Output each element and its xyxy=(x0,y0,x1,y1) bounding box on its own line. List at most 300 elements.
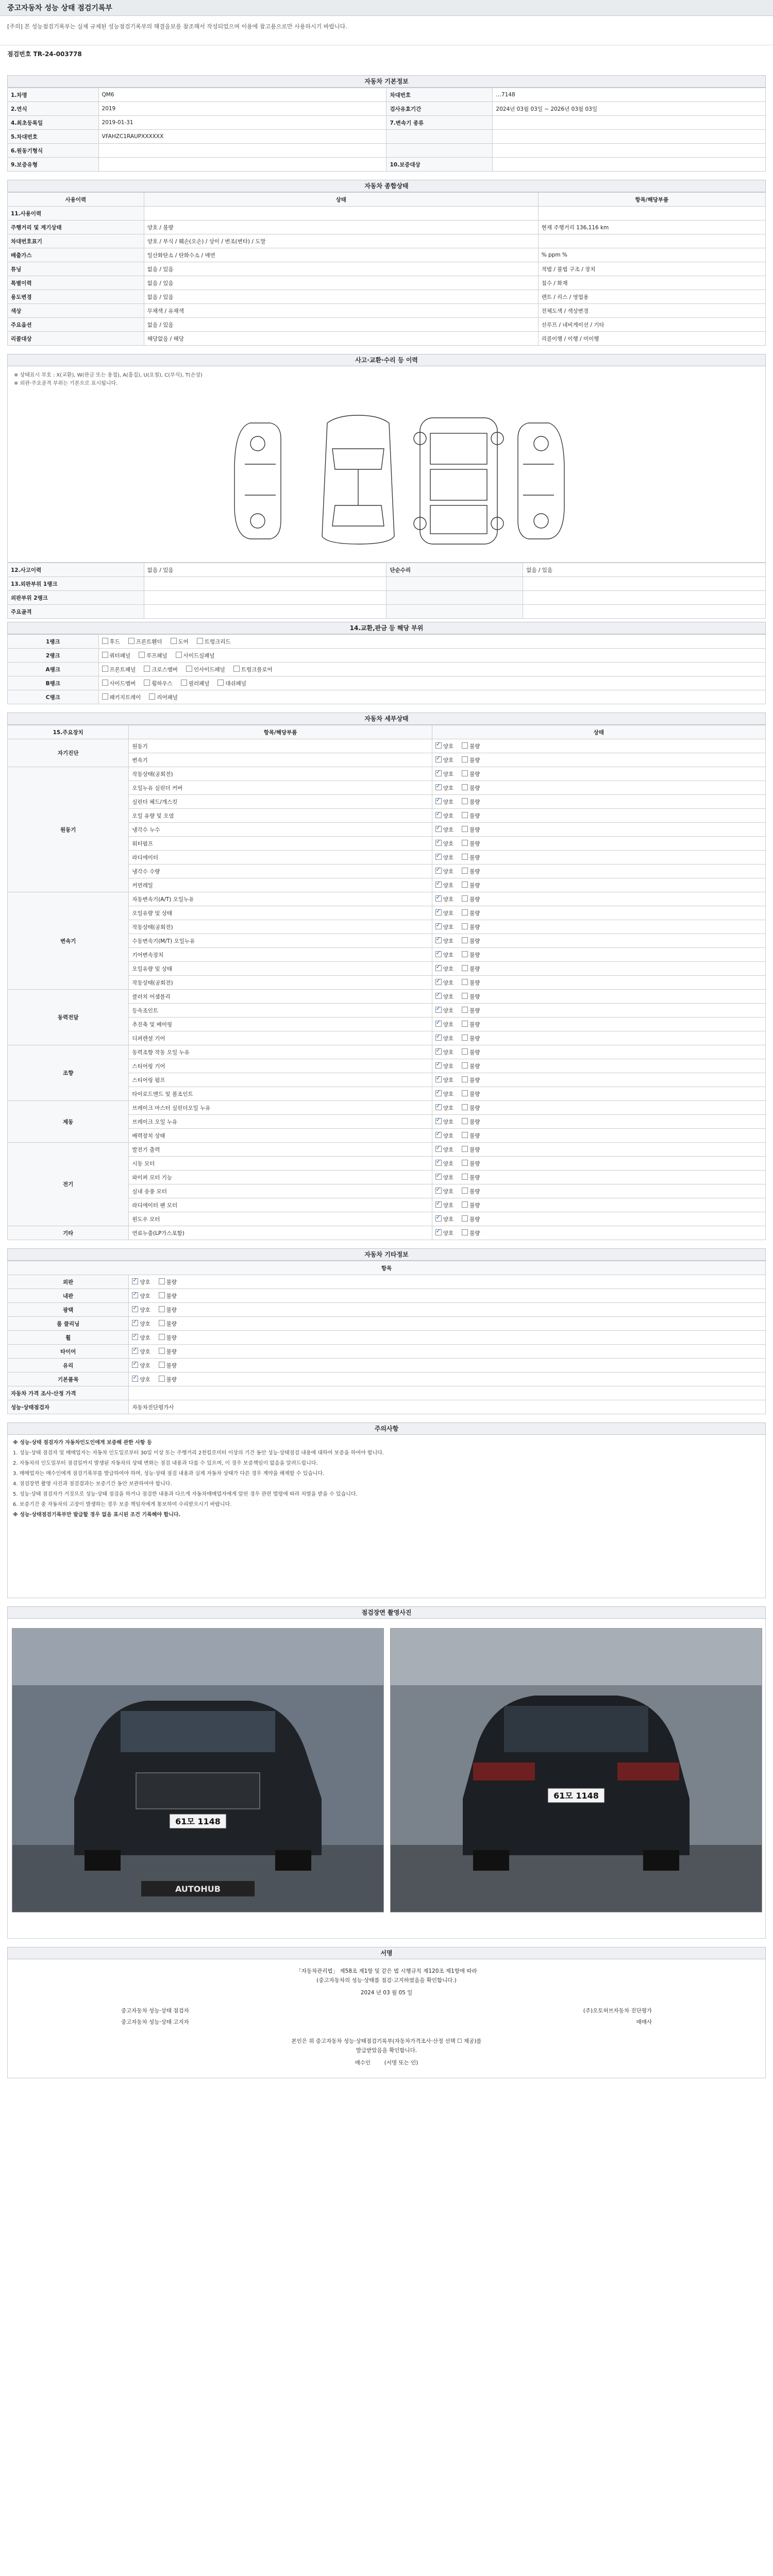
checkbox-icon[interactable] xyxy=(462,1007,468,1013)
checkbox-icon[interactable] xyxy=(435,854,442,860)
detail-item: 원동기 xyxy=(129,739,432,753)
basic-value-2: …7148 xyxy=(493,88,766,102)
checkbox-icon[interactable] xyxy=(435,1188,442,1194)
detail-option-label: 양호 xyxy=(443,1132,454,1139)
checkbox-icon[interactable] xyxy=(159,1362,165,1368)
detail-row xyxy=(8,990,766,1004)
checkbox-icon[interactable] xyxy=(435,868,442,874)
detail-state xyxy=(432,851,765,865)
detail-option-label: 불량 xyxy=(469,1007,480,1014)
detail-item: 연료누출(LP가스포함) xyxy=(129,1226,432,1240)
parts-rank-2: 2랭크 xyxy=(8,649,99,663)
extra-option-label: 불량 xyxy=(166,1362,177,1369)
overall-item: 리콜대상 xyxy=(8,332,144,346)
checkbox-icon[interactable] xyxy=(435,1118,442,1124)
checkbox-icon[interactable] xyxy=(435,951,442,957)
extra-option-label: 불량 xyxy=(166,1279,177,1285)
checkbox-icon[interactable] xyxy=(159,1320,165,1326)
detail-option xyxy=(435,1048,453,1056)
detail-option xyxy=(462,882,480,889)
extra-row xyxy=(8,1289,766,1303)
detail-state xyxy=(432,1087,765,1101)
overall-detail: 침수 / 화재 xyxy=(538,276,765,290)
checkbox-icon[interactable] xyxy=(159,1306,165,1312)
checkbox-icon[interactable] xyxy=(435,826,442,832)
checkbox-icon[interactable] xyxy=(462,1160,468,1166)
checkbox-icon[interactable] xyxy=(462,742,468,749)
extra-item: 유리 xyxy=(8,1359,129,1372)
front-plate-text: 61모 1148 xyxy=(175,1817,221,1826)
detail-option-label: 불량 xyxy=(469,952,480,958)
checkbox-icon[interactable] xyxy=(435,1132,442,1138)
accident-item: 주요골격 xyxy=(8,605,144,619)
detail-state xyxy=(432,795,765,809)
checkbox-icon[interactable] xyxy=(435,882,442,888)
checkbox-icon[interactable] xyxy=(462,868,468,874)
detail-item: 시동 모터 xyxy=(129,1157,432,1171)
overall-item: 튜닝 xyxy=(8,262,144,276)
extra-item: 광택 xyxy=(8,1303,129,1317)
basic-label-1: 6.원동기형식 xyxy=(8,144,99,158)
inspector-value: 자동차진단평가사 xyxy=(129,1400,766,1414)
detail-item: 추진축 및 베어링 xyxy=(129,1018,432,1031)
detail-option-label: 양호 xyxy=(443,1077,454,1083)
detail-option-label: 양호 xyxy=(443,1216,454,1223)
parts-rank-1: 1랭크 xyxy=(8,635,99,649)
accident-table xyxy=(7,563,766,619)
basic-row xyxy=(8,144,766,158)
car-right-side-drawing xyxy=(518,423,564,539)
detail-option xyxy=(462,1229,480,1237)
checkbox-icon[interactable] xyxy=(462,993,468,999)
checkbox-icon[interactable] xyxy=(462,1118,468,1124)
checkbox-icon[interactable] xyxy=(132,1306,138,1312)
rear-plate-text: 61모 1148 xyxy=(553,1791,599,1801)
accident-row xyxy=(8,591,766,605)
detail-option xyxy=(462,979,480,987)
detail-head-item: 항목/해당부품 xyxy=(129,725,432,739)
overall-item: 용도변경 xyxy=(8,290,144,304)
detail-state xyxy=(432,906,765,920)
checkbox-icon[interactable] xyxy=(462,1174,468,1180)
detail-option-label: 양호 xyxy=(443,1160,454,1167)
detail-option-label: 양호 xyxy=(443,924,454,930)
accident-row xyxy=(8,563,766,577)
checkbox-icon[interactable] xyxy=(462,1132,468,1138)
notes-tail: ※ 성능·상태점검기록부만 발급할 경우 없음 표시된 조건 기록해야 합니다. xyxy=(13,1512,181,1518)
checkbox-icon[interactable] xyxy=(435,1229,442,1235)
checkbox-icon[interactable] xyxy=(435,923,442,929)
checkbox-icon[interactable] xyxy=(435,1090,442,1096)
checkbox-icon[interactable] xyxy=(435,1201,442,1208)
detail-group-name: 변속기 xyxy=(8,892,129,990)
checkbox-icon[interactable] xyxy=(435,1007,442,1013)
section-notes-title: 주의사항 xyxy=(7,1422,766,1435)
section-accident-title: 사고·교환·수리 등 이력 xyxy=(7,354,766,366)
checkbox-icon[interactable] xyxy=(132,1278,138,1284)
checkbox-icon[interactable] xyxy=(435,798,442,804)
detail-option xyxy=(435,979,453,987)
detail-state xyxy=(432,1045,765,1059)
detail-option xyxy=(435,1062,453,1070)
front-brand-sign: AUTOHUB xyxy=(175,1884,221,1894)
checkbox-icon[interactable] xyxy=(462,951,468,957)
checkbox-icon[interactable] xyxy=(159,1278,165,1284)
checkbox-icon[interactable] xyxy=(462,965,468,971)
basic-value-1 xyxy=(98,158,386,172)
detail-state xyxy=(432,1059,765,1073)
checkbox-icon[interactable] xyxy=(462,1104,468,1110)
detail-state xyxy=(432,1157,765,1171)
checkbox-icon[interactable] xyxy=(159,1348,165,1354)
overall-row xyxy=(8,262,766,276)
extra-item: 휠 xyxy=(8,1331,129,1345)
car-left-side-drawing xyxy=(234,423,281,539)
detail-option xyxy=(462,951,480,959)
basic-label-2: 7.변속기 종류 xyxy=(386,116,493,130)
detail-option-label: 불량 xyxy=(469,965,480,972)
overall-detail: 선루프 / 네비게이션 / 기타 xyxy=(538,318,765,332)
checkbox-icon[interactable] xyxy=(435,840,442,846)
extra-state xyxy=(129,1331,766,1345)
detail-option xyxy=(435,882,453,889)
checkbox-icon[interactable] xyxy=(435,742,442,749)
sign-row1-label: 중고자동차 성능·상태 점검자 xyxy=(121,2008,189,2014)
detail-option xyxy=(462,1201,480,1209)
detail-option xyxy=(435,1104,453,1112)
checkbox-icon[interactable] xyxy=(462,923,468,929)
overall-head-state: 상태 xyxy=(144,193,538,207)
checkbox-icon[interactable] xyxy=(435,770,442,776)
detail-option xyxy=(435,1201,453,1209)
detail-option xyxy=(462,1188,480,1195)
detail-option-label: 불량 xyxy=(469,1091,480,1097)
sign-row1-name: (주)오토허브자동차 진단평가 xyxy=(583,2008,652,2014)
accident-item-2 xyxy=(386,591,523,605)
extra-state xyxy=(129,1359,766,1372)
extra-option xyxy=(159,1306,177,1314)
document-title: 중고자동차 성능 상태 점검기록부 xyxy=(0,0,773,16)
detail-option-label: 양호 xyxy=(443,1188,454,1195)
basic-row xyxy=(8,116,766,130)
detail-state xyxy=(432,865,765,878)
notes-lead: ※ 성능·상태 점검자가 자동차인도인에게 보증해 관한 사항 등 xyxy=(13,1440,152,1446)
detail-option-label: 불량 xyxy=(469,1035,480,1042)
overall-state: 없음 / 있음 xyxy=(144,318,538,332)
section-detail-title: 자동차 세부상태 xyxy=(7,713,766,725)
detail-option xyxy=(462,1035,480,1042)
buyer-sign: (서명 또는 인) xyxy=(384,2060,418,2066)
basic-value-2 xyxy=(493,158,766,172)
report-body xyxy=(0,75,773,2078)
detail-option-label: 불량 xyxy=(469,938,480,944)
basic-value-2: 2024년 03월 03일 ~ 2026년 03월 03일 xyxy=(493,102,766,116)
overall-table xyxy=(7,192,766,346)
detail-option-label: 양호 xyxy=(443,1091,454,1097)
extra-option xyxy=(132,1306,150,1314)
detail-option xyxy=(435,923,453,931)
checkbox-icon[interactable] xyxy=(462,756,468,762)
checkbox-icon[interactable] xyxy=(435,756,442,762)
sign-receipt: 본인은 위 중고자동차 성능·상태점검기록부(자동차가격조사·산정 선택 ☐ 제공)를 xyxy=(291,2038,482,2044)
checkbox-icon[interactable] xyxy=(462,1035,468,1041)
checkbox-icon[interactable] xyxy=(435,1076,442,1082)
extra-option xyxy=(159,1348,177,1355)
checkbox-icon[interactable] xyxy=(462,1188,468,1194)
accident-parts-table: 1랭크 후드 프론트휀더 도어 트렁크리드 2랭크 쿼터패널 루프패널 사이드실패널 A랭크 프론트패널 크로스멤버 인사이드패널 트렁크플로어 B랭크 사이드멤버 휠하우스 필러패널 대쉬패널 C랭크 패키지트레이 리어패널 xyxy=(7,634,766,704)
detail-row xyxy=(8,1045,766,1059)
checkbox-icon[interactable] xyxy=(435,895,442,902)
checkbox-icon[interactable] xyxy=(435,1048,442,1055)
detail-option xyxy=(435,742,453,750)
rear-photo xyxy=(390,1628,762,1912)
detail-item: 브레이크 마스터 실린더오일 누유 xyxy=(129,1101,432,1115)
checkbox-icon[interactable] xyxy=(462,826,468,832)
detail-option xyxy=(435,1132,453,1140)
checkbox-icon[interactable] xyxy=(462,798,468,804)
overall-state: 없음 / 있음 xyxy=(144,262,538,276)
checkbox-icon[interactable] xyxy=(462,979,468,985)
parts-c-rank: C랭크 xyxy=(8,690,99,704)
accident-item: 12.사고이력 xyxy=(8,563,144,577)
detail-state xyxy=(432,739,765,753)
basic-label-1: 4.최초등록일 xyxy=(8,116,99,130)
checkbox-icon[interactable] xyxy=(462,1076,468,1082)
detail-option-label: 양호 xyxy=(443,938,454,944)
extra-option-label: 양호 xyxy=(140,1348,150,1355)
checkbox-icon[interactable] xyxy=(132,1376,138,1382)
detail-option xyxy=(462,854,480,861)
detail-option-label: 양호 xyxy=(443,1063,454,1070)
detail-option xyxy=(462,965,480,973)
checkbox-icon[interactable] xyxy=(132,1292,138,1298)
extra-state xyxy=(129,1345,766,1359)
detail-state xyxy=(432,1018,765,1031)
detail-item: 커먼레일 xyxy=(129,878,432,892)
detail-item: 등속조인트 xyxy=(129,1004,432,1018)
detail-option xyxy=(435,909,453,917)
checkbox-icon[interactable] xyxy=(462,1021,468,1027)
detail-row xyxy=(8,767,766,781)
checkbox-icon[interactable] xyxy=(435,1062,442,1069)
basic-value-1: 2019 xyxy=(98,102,386,116)
detail-state xyxy=(432,948,765,962)
checkbox-icon[interactable] xyxy=(462,854,468,860)
detail-item: 자동변속기(A/T) 오일누유 xyxy=(129,892,432,906)
checkbox-icon[interactable] xyxy=(462,1201,468,1208)
overall-state: 무채색 / 유채색 xyxy=(144,304,538,318)
overall-row xyxy=(8,304,766,318)
detail-state xyxy=(432,1226,765,1240)
overall-item: 11.사용이력 xyxy=(8,207,144,221)
checkbox-icon[interactable] xyxy=(435,1035,442,1041)
notes-line: 6. 보증기간 중 자동차의 고장이 발생하는 경우 보증 책임자에게 통보하여 수리받으시기 바랍니다. xyxy=(13,1502,232,1507)
checkbox-icon[interactable] xyxy=(435,1174,442,1180)
checkbox-icon[interactable] xyxy=(435,1146,442,1152)
detail-option-label: 양호 xyxy=(443,1174,454,1181)
detail-option-label: 불량 xyxy=(469,1021,480,1028)
detail-state xyxy=(432,934,765,948)
sign-box xyxy=(7,1959,766,2078)
front-photo xyxy=(12,1628,384,1912)
detail-group-name: 동력전달 xyxy=(8,990,129,1045)
accident-value-2 xyxy=(523,577,766,591)
accident-value: 없음 / 있음 xyxy=(144,563,386,577)
checkbox-icon[interactable] xyxy=(462,784,468,790)
checkbox-icon[interactable] xyxy=(462,1146,468,1152)
checkbox-icon[interactable] xyxy=(462,937,468,943)
detail-row xyxy=(8,1143,766,1157)
detail-option xyxy=(462,1076,480,1084)
detail-group-name: 조향 xyxy=(8,1045,129,1101)
detail-option-label: 불량 xyxy=(469,1063,480,1070)
overall-detail: 현재 주행거리 136,116 km xyxy=(538,221,765,234)
detail-option xyxy=(435,1229,453,1237)
checkbox-icon[interactable] xyxy=(462,1048,468,1055)
detail-option-label: 양호 xyxy=(443,799,454,805)
basic-value-2 xyxy=(493,116,766,130)
detail-option xyxy=(462,770,480,778)
checkbox-icon[interactable] xyxy=(132,1348,138,1354)
detail-item: 작동상태(공회전) xyxy=(129,767,432,781)
detail-option xyxy=(462,1007,480,1014)
detail-option-label: 불량 xyxy=(469,785,480,791)
detail-option xyxy=(435,756,453,764)
detail-option xyxy=(435,895,453,903)
diagram-legend xyxy=(14,371,203,388)
detail-option xyxy=(462,993,480,1001)
detail-option-label: 양호 xyxy=(443,882,454,889)
accident-row xyxy=(8,605,766,619)
detail-group-name: 전기 xyxy=(8,1143,129,1226)
detail-option-label: 불량 xyxy=(469,826,480,833)
extra-head: 항목 xyxy=(8,1261,766,1275)
detail-option-label: 불량 xyxy=(469,993,480,1000)
extra-option xyxy=(159,1362,177,1369)
checkbox-icon[interactable] xyxy=(435,1104,442,1110)
checkbox-icon[interactable] xyxy=(462,909,468,916)
overall-state xyxy=(144,207,538,221)
accident-item-2 xyxy=(386,605,523,619)
sign-statement-1: 「자동차관리법」 제58조 제1항 및 같은 법 시행규칙 제120조 제1항에 따라 xyxy=(296,1968,477,1974)
detail-option-label: 양호 xyxy=(443,1230,454,1236)
detail-option xyxy=(435,993,453,1001)
inspector-label: 성능·상태점검자 xyxy=(8,1400,129,1414)
detail-option-label: 양호 xyxy=(443,840,454,847)
checkbox-icon[interactable] xyxy=(435,812,442,818)
detail-row xyxy=(8,1226,766,1240)
checkbox-icon[interactable] xyxy=(435,965,442,971)
checkbox-icon[interactable] xyxy=(462,1090,468,1096)
checkbox-icon[interactable] xyxy=(132,1362,138,1368)
checkbox-icon[interactable] xyxy=(435,993,442,999)
extra-row xyxy=(8,1345,766,1359)
detail-option xyxy=(435,1007,453,1014)
checkbox-icon[interactable] xyxy=(462,1229,468,1235)
detail-option-label: 양호 xyxy=(443,868,454,875)
detail-item: 라디에이터 xyxy=(129,851,432,865)
checkbox-icon[interactable] xyxy=(435,979,442,985)
checkbox-icon[interactable] xyxy=(435,784,442,790)
basic-row xyxy=(8,158,766,172)
detail-option-label: 불량 xyxy=(469,1216,480,1223)
detail-option xyxy=(435,840,453,848)
section-overall-title: 자동차 종합상태 xyxy=(7,180,766,192)
checkbox-icon[interactable] xyxy=(435,1215,442,1222)
checkbox-icon[interactable] xyxy=(462,1062,468,1069)
section-basic-title: 자동차 기본정보 xyxy=(7,75,766,88)
detail-option xyxy=(435,1188,453,1195)
detail-option xyxy=(435,854,453,861)
overall-row xyxy=(8,207,766,221)
extra-row xyxy=(8,1275,766,1289)
detail-item: 냉각수 누수 xyxy=(129,823,432,837)
detail-option-label: 양호 xyxy=(443,896,454,903)
checkbox-icon[interactable] xyxy=(462,812,468,818)
checkbox-icon[interactable] xyxy=(159,1334,165,1340)
checkbox-icon[interactable] xyxy=(132,1334,138,1340)
checkbox-icon[interactable] xyxy=(435,909,442,916)
basic-value-1 xyxy=(98,144,386,158)
overall-state: 일산화탄소 / 탄화수소 / 매연 xyxy=(144,248,538,262)
extra-row xyxy=(8,1317,766,1331)
detail-option-label: 양호 xyxy=(443,1035,454,1042)
detail-option-label: 불량 xyxy=(469,1146,480,1153)
detail-item: 오일유량 및 상태 xyxy=(129,962,432,976)
document-number-value: TR-24-003778 xyxy=(33,50,82,58)
checkbox-icon[interactable] xyxy=(159,1376,165,1382)
checkbox-icon[interactable] xyxy=(462,770,468,776)
overall-row xyxy=(8,332,766,346)
detail-item: 동력조향 작동 오일 누유 xyxy=(129,1045,432,1059)
checkbox-icon[interactable] xyxy=(435,1021,442,1027)
accident-value-2 xyxy=(523,591,766,605)
checkbox-icon[interactable] xyxy=(435,1160,442,1166)
overall-detail: % ppm % xyxy=(538,248,765,262)
detail-option xyxy=(462,1048,480,1056)
basic-value-2 xyxy=(493,144,766,158)
overall-item: 특별이력 xyxy=(8,276,144,290)
extra-option xyxy=(159,1320,177,1328)
overall-item: 배출가스 xyxy=(8,248,144,262)
detail-option-label: 양호 xyxy=(443,979,454,986)
checkbox-icon[interactable] xyxy=(462,882,468,888)
extra-option-label: 불량 xyxy=(166,1293,177,1299)
basic-row xyxy=(8,130,766,144)
checkbox-icon[interactable] xyxy=(159,1292,165,1298)
detail-option xyxy=(435,1021,453,1028)
checkbox-icon[interactable] xyxy=(435,937,442,943)
detail-option xyxy=(435,784,453,792)
detail-option xyxy=(435,1215,453,1223)
checkbox-icon[interactable] xyxy=(132,1320,138,1326)
checkbox-icon[interactable] xyxy=(462,895,468,902)
checkbox-icon[interactable] xyxy=(462,840,468,846)
detail-option xyxy=(462,1132,480,1140)
overall-state: 해당없음 / 해당 xyxy=(144,332,538,346)
checkbox-icon[interactable] xyxy=(462,1215,468,1222)
accident-value-2: 없음 / 있음 xyxy=(523,563,766,577)
detail-state xyxy=(432,837,765,851)
parts-a-rank: A랭크 xyxy=(8,663,99,676)
detail-option xyxy=(462,1118,480,1126)
detail-option-label: 불량 xyxy=(469,1077,480,1083)
detail-item: 스티어링 펌프 xyxy=(129,1073,432,1087)
detail-state xyxy=(432,990,765,1004)
overall-row xyxy=(8,276,766,290)
detail-option xyxy=(462,909,480,917)
detail-option xyxy=(462,756,480,764)
